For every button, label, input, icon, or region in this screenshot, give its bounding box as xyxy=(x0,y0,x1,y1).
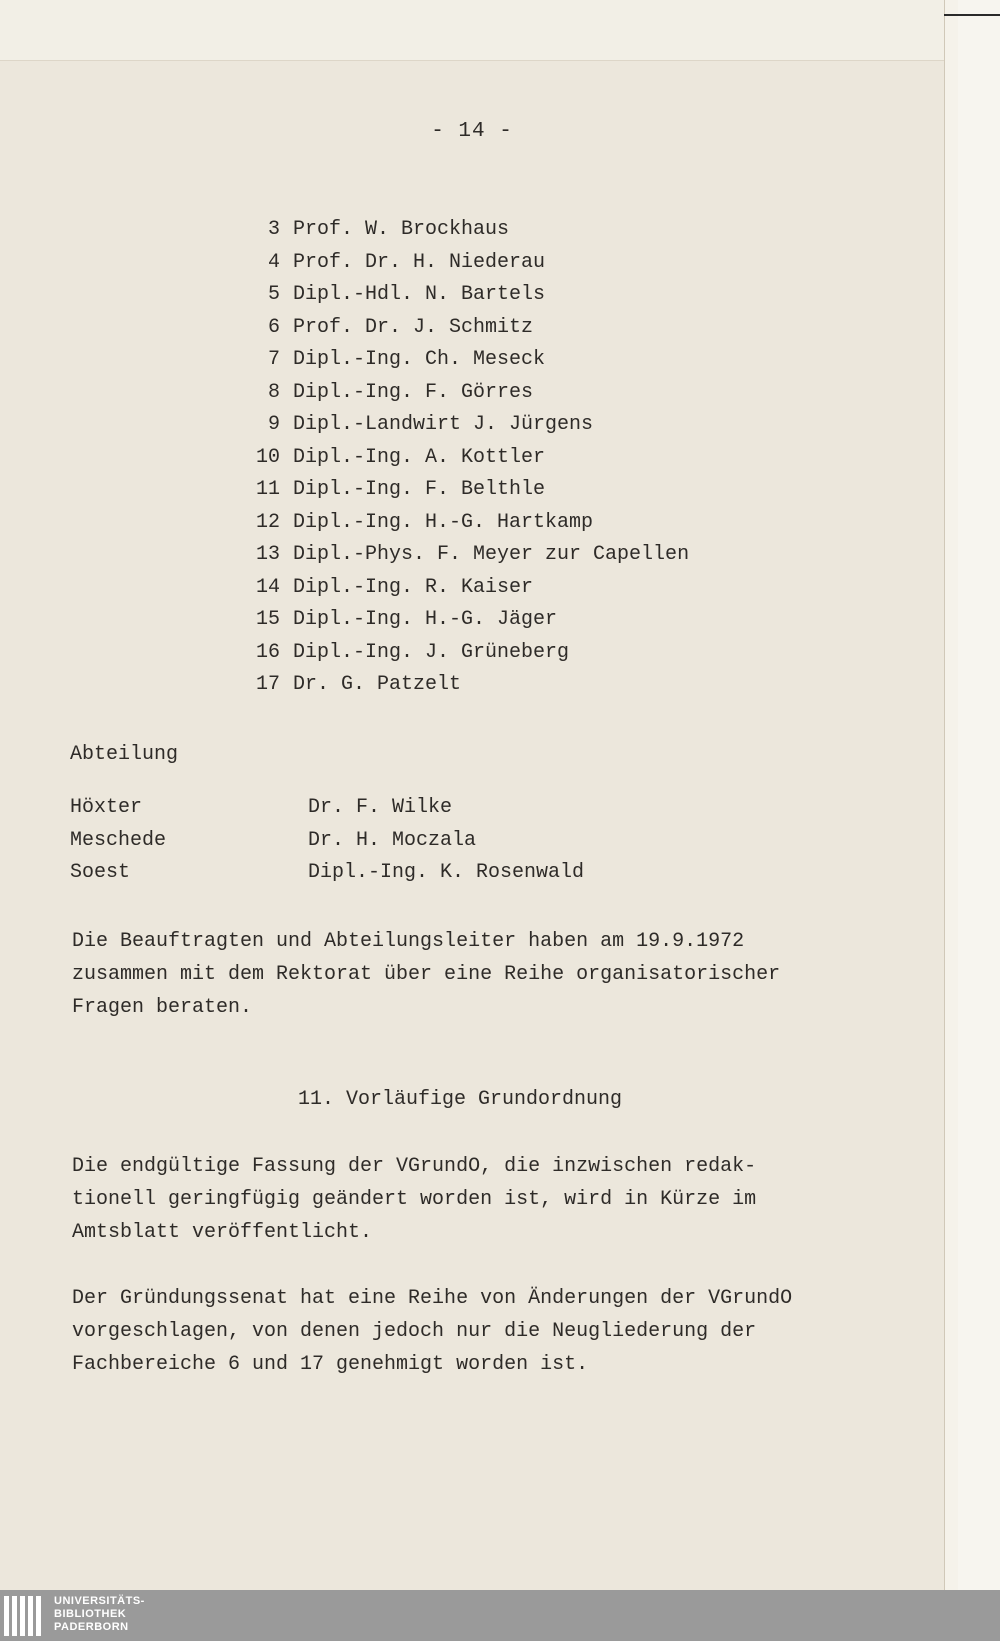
member-row xyxy=(240,543,689,576)
member-number: 12 xyxy=(255,510,280,534)
scan-top-strip xyxy=(0,0,958,61)
member-row xyxy=(240,348,689,381)
member-name: Dipl.-Phys. F. Meyer zur Capellen xyxy=(293,543,690,566)
member-name: Dr. G. Patzelt xyxy=(293,673,462,696)
paragraph-final-version xyxy=(72,1150,892,1249)
member-row xyxy=(240,608,689,641)
member-name: Prof. Dr. H. Niederau xyxy=(293,250,546,274)
abteilung-row xyxy=(70,861,584,894)
member-row xyxy=(240,446,689,479)
page-right-edge xyxy=(944,0,959,1590)
member-row xyxy=(240,316,689,349)
member-number: 6 xyxy=(267,315,280,339)
paragraph-line: Amtsblatt veröffentlicht. xyxy=(72,1221,373,1244)
member-row xyxy=(240,511,689,544)
member-name: Dipl.-Ing. H.-G. Hartkamp xyxy=(293,510,594,534)
member-number: 10 xyxy=(255,445,280,469)
member-name: Dipl.-Ing. R. Kaiser xyxy=(293,575,534,599)
member-number: 7 xyxy=(267,348,280,371)
member-number: 9 xyxy=(267,413,280,436)
paragraph-meeting xyxy=(72,925,892,1024)
abteilung-leader: Dr. F. Wilke xyxy=(308,796,453,819)
member-row xyxy=(240,283,689,316)
member-number: 8 xyxy=(267,380,280,404)
member-name: Prof. W. Brockhaus xyxy=(293,218,510,241)
member-number: 14 xyxy=(255,575,280,599)
page-number: - 14 - xyxy=(431,120,513,143)
abteilung-leader: Dipl.-Ing. K. Rosenwald xyxy=(308,861,585,884)
scan-corner-mark xyxy=(944,14,1000,16)
paragraph-line: Die endgültige Fassung der VGrundO, die inzwischen redak- xyxy=(72,1155,757,1178)
member-number: 17 xyxy=(255,673,280,696)
paragraph-line: vorgeschlagen, von denen jedoch nur die Neugliederung der xyxy=(72,1320,757,1343)
member-name: Dipl.-Hdl. N. Bartels xyxy=(293,283,546,306)
member-name: Dipl.-Ing. Ch. Meseck xyxy=(293,348,546,371)
abteilung-city: Soest xyxy=(70,861,131,884)
member-number: 4 xyxy=(267,250,280,274)
paragraph-line: tionell geringfügig geändert worden ist, wird in Kürze im xyxy=(72,1188,757,1211)
abteilung-city: Höxter xyxy=(70,796,143,819)
member-number: 15 xyxy=(255,608,280,631)
library-name xyxy=(54,1595,145,1634)
abteilung-row xyxy=(70,829,584,862)
member-row xyxy=(240,478,689,511)
member-row xyxy=(240,381,689,414)
paragraph-line: Fachbereiche 6 und 17 genehmigt worden ist. xyxy=(72,1353,589,1376)
member-row xyxy=(240,413,689,446)
abteilung-heading: Abteilung xyxy=(70,743,179,766)
paragraph-line: Die Beauftragten und Abteilungsleiter haben am 19.9.1972 xyxy=(72,930,745,953)
member-row xyxy=(240,251,689,284)
member-number: 13 xyxy=(255,543,280,566)
library-name-line: BIBLIOTHEK xyxy=(54,1608,127,1620)
member-number: 11 xyxy=(255,478,280,501)
library-name-line: UNIVERSITÄTS- xyxy=(54,1595,145,1607)
section-title: 11. Vorläufige Grundordnung xyxy=(298,1088,623,1111)
member-row xyxy=(240,641,689,674)
member-name: Dipl.-Ing. J. Grüneberg xyxy=(293,640,570,664)
member-number: 16 xyxy=(255,640,280,664)
member-name: Dipl.-Ing. A. Kottler xyxy=(293,445,546,469)
member-number: 3 xyxy=(267,218,280,241)
paragraph-line: Der Gründungssenat hat eine Reihe von Änderungen der VGrundO xyxy=(72,1287,793,1310)
member-name: Dipl.-Ing. F. Belthle xyxy=(293,478,546,501)
paragraph-amendments xyxy=(72,1282,892,1381)
member-number: 5 xyxy=(267,283,280,306)
member-row xyxy=(240,673,689,706)
member-row xyxy=(240,576,689,609)
scan-margin xyxy=(958,0,1000,1590)
member-name: Prof. Dr. J. Schmitz xyxy=(293,315,534,339)
abteilung-table xyxy=(70,796,584,894)
member-list xyxy=(240,218,689,706)
library-name-line: PADERBORN xyxy=(54,1621,129,1633)
abteilung-row xyxy=(70,796,584,829)
member-row xyxy=(240,218,689,251)
library-logo-icon xyxy=(4,1596,41,1636)
library-footer-bar xyxy=(0,1590,1000,1641)
paragraph-line: zusammen mit dem Rektorat über eine Reihe organisatorischer xyxy=(72,963,781,986)
paragraph-line: Fragen beraten. xyxy=(72,996,253,1019)
abteilung-city: Meschede xyxy=(70,828,167,852)
member-name: Dipl.-Ing. H.-G. Jäger xyxy=(293,608,558,631)
member-name: Dipl.-Ing. F. Görres xyxy=(293,380,534,404)
abteilung-leader: Dr. H. Moczala xyxy=(308,828,477,852)
member-name: Dipl.-Landwirt J. Jürgens xyxy=(293,413,594,436)
